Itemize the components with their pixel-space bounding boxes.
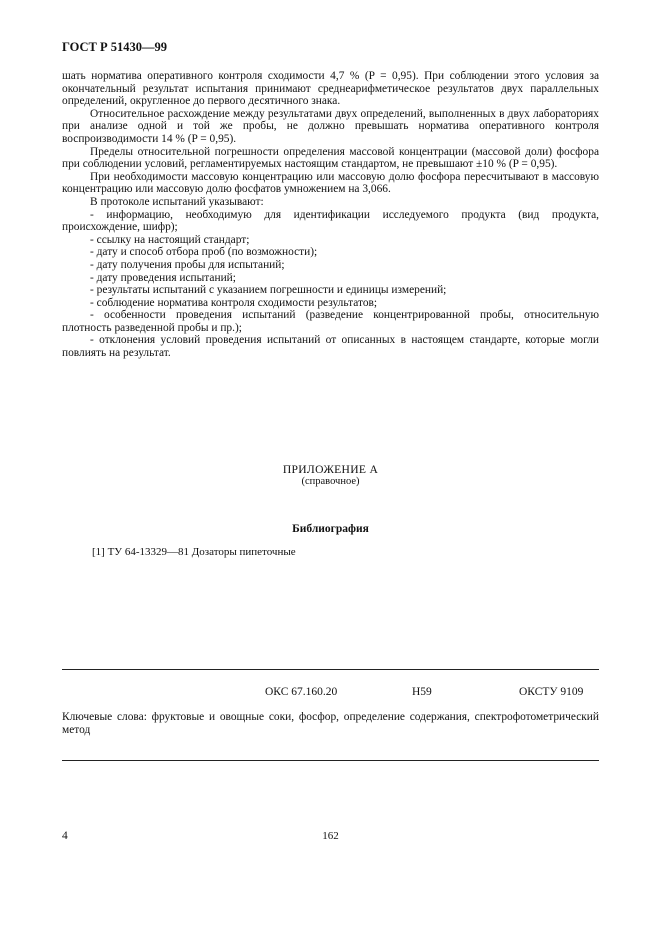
paragraph-protocol-intro: В протоколе испытаний указывают: [90,195,264,208]
protocol-item-results: - результаты испытаний с указанием погрешности и единицы измерений; [90,284,447,297]
protocol-item-repeatability: - соблюдение норматива контроля сходимости результатов; [90,296,378,309]
classification-oks: ОКС 67.160.20 [265,686,338,698]
body-text [62,70,599,360]
protocol-item-test-date: - дату проведения испытаний; [90,271,236,284]
classification-h: Н59 [412,686,432,698]
protocol-item-deviations: - отклонения условий проведения испытаний от описанных в настоящем стандарте, которые могли повлиять на результат. [62,334,599,360]
protocol-item-standard-ref: - ссылку на настоящий стандарт; [90,233,250,246]
divider-top [62,669,599,670]
appendix-subtitle: (справочное) [301,476,360,487]
classification-okstu: ОКСТУ 9109 [519,686,584,698]
paragraph-error-limits: Пределы относительной погрешности определения массовой концентрации (массовой доли) фосфора при соблюдении условий, регламентируемых настоящим стандартом, не превышают ±10 % (P = 0,95). [62,145,599,171]
page-number-left: 4 [62,830,68,842]
document-code-header: ГОСТ Р 51430—99 [62,40,168,54]
protocol-item-receipt-date: - дату получения пробы для испытаний; [90,258,285,271]
appendix-title: ПРИЛОЖЕНИЕ А [282,463,379,476]
bibliography-title: Библиография [292,523,369,535]
paragraph-recalculation: При необходимости массовую концентрацию или массовую долю фосфора пересчитывают в массовую концентрацию или массовую долю фосфатов умножением на 3,066. [62,170,599,196]
page-number-center: 162 [322,830,339,842]
protocol-item-sampling: - дату и способ отбора проб (по возможности); [90,246,318,259]
protocol-item-peculiarities: - особенности проведения испытаний (разведение концентрированной пробы, относительную плотность разведенной пробы и пр.); [62,309,599,334]
paragraph-continuation: шать норматива оперативного контроля сходимости 4,7 % (P = 0,95). При соблюдении этого условия за окончательный результат испытания принимают среднеарифметическое результатов двух параллельных определений, округленное до первого десятичного знака. [62,70,599,108]
divider-bottom [62,760,599,761]
protocol-item-identification: - информацию, необходимую для идентификации исследуемого продукта (вид продукта, происхождение, шифр); [62,208,599,234]
keywords: Ключевые слова: фруктовые и овощные соки, фосфор, определение содержания, спектрофотометрический метод [62,711,599,736]
paragraph-reproducibility: Относительное расхождение между результатами двух определений, выполненных в двух лабораториях при анализе одной и той же пробы, не должно превышать норматива оперативного контроля воспроизводимости 14 % (P = 0,95). [62,107,599,145]
bibliography-entry: [1] ТУ 64-13329—81 Дозаторы пипеточные [92,546,296,558]
